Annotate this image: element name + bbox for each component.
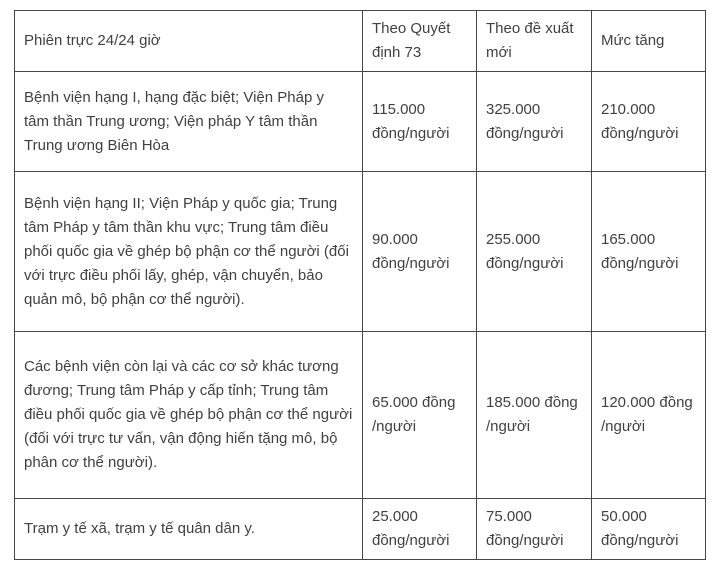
facility-cell: Các bệnh viện còn lại và các cơ sở khác tương đương; Trung tâm Pháp y cấp tỉnh; Trung tâm điều phối quốc gia về ghép bộ phận cơ thể người (đối với trực tư vấn, vận động hiến tặng mô, bộ phân cơ thể người).: [15, 332, 363, 499]
decision73-cell: 115.000 đồng/người: [363, 72, 477, 172]
decision73-cell: 90.000 đồng/người: [363, 172, 477, 332]
new-proposal-cell: 325.000 đồng/người: [477, 72, 592, 172]
facility-cell: Trạm y tế xã, trạm y tế quân dân y.: [15, 499, 363, 560]
header-cell-increase: Mức tăng: [592, 11, 706, 72]
increase-cell: 165.000 đồng/người: [592, 172, 706, 332]
new-proposal-cell: 75.000 đồng/người: [477, 499, 592, 560]
on-call-rates-table: [14, 10, 706, 560]
header-cell-new-proposal: Theo đề xuất mới: [477, 11, 592, 72]
facility-cell: Bệnh viện hạng II; Viện Pháp y quốc gia; Trung tâm Pháp y tâm thần khu vực; Trung tâm điều phối quốc gia về ghép bộ phận cơ thể người (đối với trực điều phối lấy, ghép, vận chuyển, bảo quản mô, bộ phận cơ thể người).: [15, 172, 363, 332]
decision73-cell: 65.000 đồng /người: [363, 332, 477, 499]
table-row: [15, 499, 706, 560]
new-proposal-cell: 185.000 đồng /người: [477, 332, 592, 499]
table-header-row: [15, 11, 706, 72]
increase-cell: 120.000 đồng /người: [592, 332, 706, 499]
increase-cell: 50.000 đồng/người: [592, 499, 706, 560]
new-proposal-cell: 255.000 đồng/người: [477, 172, 592, 332]
table-row: [15, 72, 706, 172]
decision73-cell: 25.000 đồng/người: [363, 499, 477, 560]
table-row: [15, 332, 706, 499]
facility-cell: Bệnh viện hạng I, hạng đặc biệt; Viện Pháp y tâm thần Trung ương; Viện pháp Y tâm thần Trung ương Biên Hòa: [15, 72, 363, 172]
table-row: [15, 172, 706, 332]
increase-cell: 210.000 đồng/người: [592, 72, 706, 172]
header-cell-decision73: Theo Quyết định 73: [363, 11, 477, 72]
header-cell-shift: Phiên trực 24/24 giờ: [15, 11, 363, 72]
